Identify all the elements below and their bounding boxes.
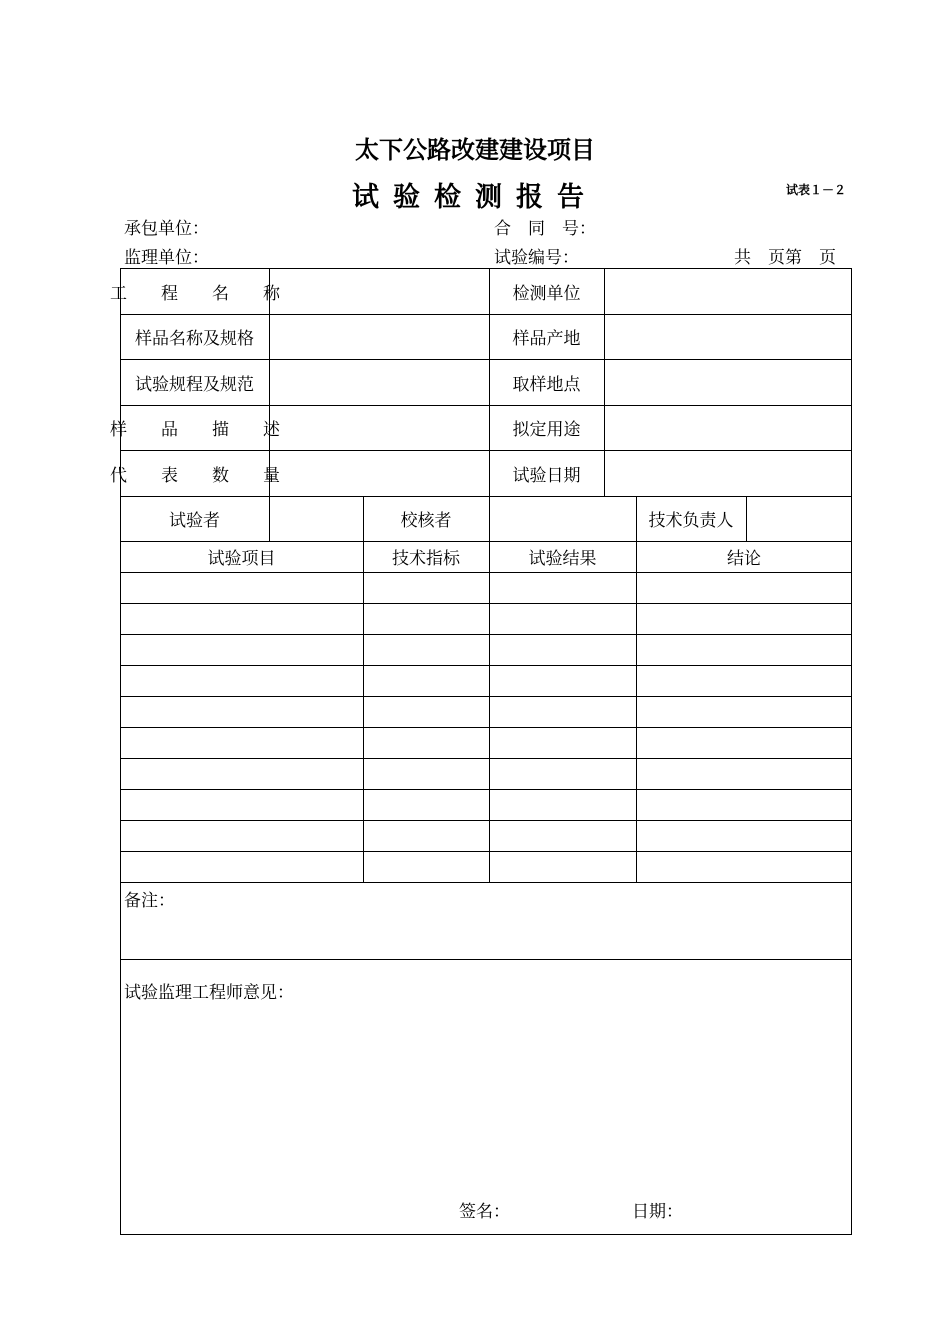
info-label-3 <box>110 405 280 450</box>
project-title: 太下公路改建建设项目 <box>355 135 595 164</box>
remarks-label: 备注： <box>124 891 175 911</box>
results-row-line <box>120 727 852 728</box>
tester-label: 试验者 <box>169 511 220 531</box>
results-row-line <box>120 634 852 635</box>
info-label-0 <box>110 268 280 314</box>
info-col-line <box>604 268 605 496</box>
label-char: 品 <box>161 420 178 440</box>
supervisor-label: 监理单位： <box>124 248 209 268</box>
test-number-label: 试验编号： <box>494 248 579 268</box>
label-char: 数 <box>212 465 229 486</box>
label-char: 描 <box>212 420 229 440</box>
page-info: 共 页第 页 <box>734 248 836 268</box>
info-label-4 <box>110 450 280 496</box>
contractor-label: 承包单位： <box>124 219 209 239</box>
results-header-2: 试验结果 <box>528 549 597 569</box>
results-row-line <box>120 696 852 697</box>
results-row-line <box>120 603 852 604</box>
label-char: 述 <box>263 420 280 440</box>
results-col-line <box>363 541 364 882</box>
label-char: 程 <box>161 283 178 304</box>
remarks-divider <box>120 959 852 960</box>
label-char: 代 <box>110 465 127 486</box>
info-label-right-0: 检测单位 <box>512 283 581 304</box>
results-row-line <box>120 820 852 821</box>
info-label-right-4: 试验日期 <box>512 465 581 486</box>
label-char: 样 <box>110 420 127 440</box>
results-header-1: 技术指标 <box>392 549 460 569</box>
label-char: 称 <box>263 283 280 304</box>
label-char: 工 <box>110 283 127 304</box>
info-label-right-2: 取样地点 <box>512 374 581 395</box>
report-title: 试验检测报告 <box>352 182 598 213</box>
info-label-right-1: 样品产地 <box>512 329 581 349</box>
info-label-2: 试验规程及规范 <box>135 374 254 395</box>
grid-line <box>746 496 747 541</box>
checker-label: 校核者 <box>400 511 452 531</box>
label-char: 名 <box>212 283 229 304</box>
opinion-label: 试验监理工程师意见： <box>124 983 294 1003</box>
results-row-line <box>120 758 852 759</box>
results-row-line <box>120 882 852 883</box>
label-char: 量 <box>263 465 280 486</box>
form-number: 试表１－２ <box>786 183 847 197</box>
results-row-line <box>120 665 852 666</box>
results-header-3: 结论 <box>727 549 761 569</box>
signature-label: 签名： <box>459 1202 510 1222</box>
date-label: 日期： <box>632 1202 683 1222</box>
label-char: 表 <box>161 465 178 486</box>
results-row-line <box>120 851 852 852</box>
info-label-right-3: 拟定用途 <box>512 420 581 440</box>
results-col-line <box>636 541 637 882</box>
grid-line <box>489 496 490 541</box>
tech-lead-label: 技术负责人 <box>648 511 734 531</box>
info-label-1: 样品名称及规格 <box>135 329 254 349</box>
contract-number-label: 合 同 号： <box>494 219 596 239</box>
results-row-line <box>120 789 852 790</box>
results-header-0: 试验项目 <box>207 549 276 569</box>
results-col-line <box>489 541 490 882</box>
grid-line <box>269 496 270 541</box>
results-header-line <box>120 572 852 573</box>
